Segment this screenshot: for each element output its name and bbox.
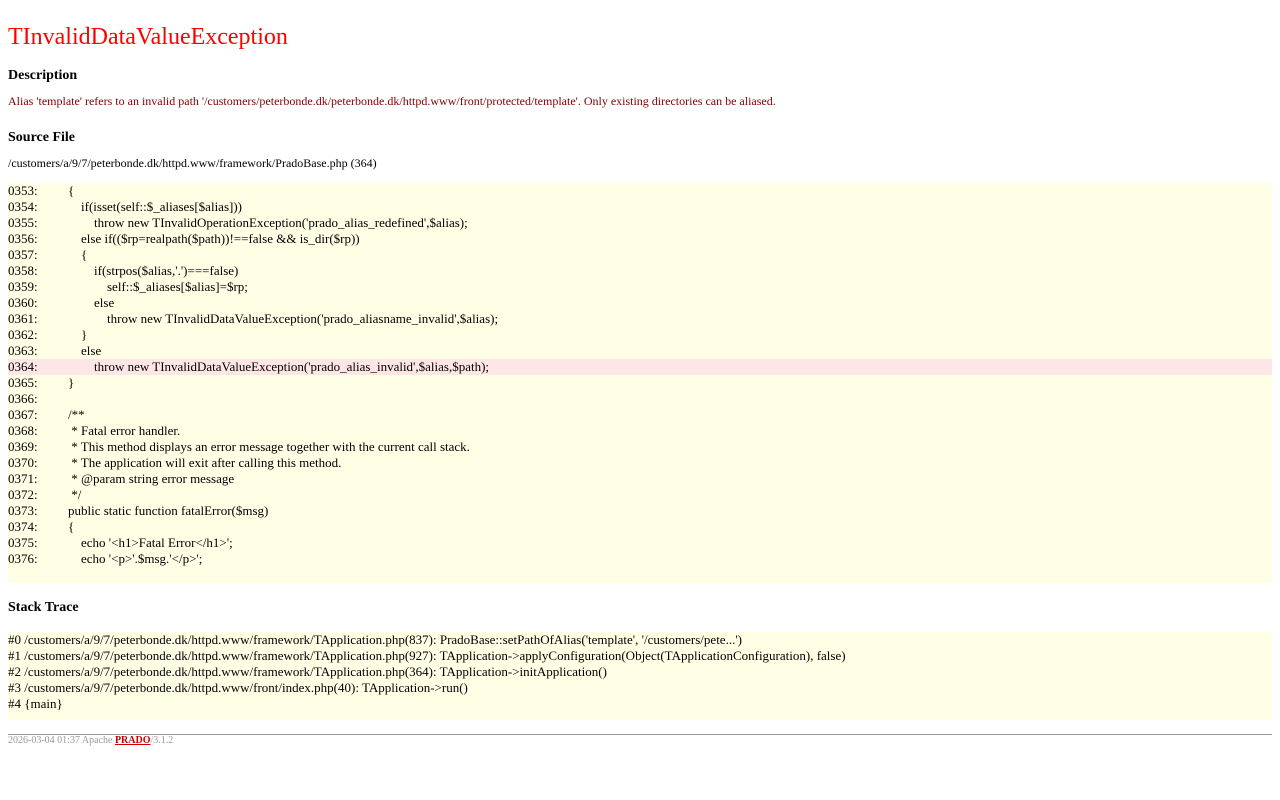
line-code: echo '<p>'.$msg.'</p>'; xyxy=(55,551,203,566)
source-line xyxy=(8,519,1272,535)
line-number: 0359: xyxy=(8,279,38,294)
line-number: 0354: xyxy=(8,199,38,214)
source-line-error xyxy=(8,359,1272,375)
source-line xyxy=(8,215,1272,231)
source-line xyxy=(8,439,1272,455)
line-code: public static function fatalError($msg) xyxy=(55,503,269,518)
line-number: 0363: xyxy=(8,343,38,358)
line-code: echo '<h1>Fatal Error</h1>'; xyxy=(55,535,233,550)
exception-title: TInvalidDataValueException xyxy=(8,24,288,50)
line-code: * The application will exit after calling this method. xyxy=(55,455,342,470)
line-code: throw new TInvalidDataValueException('prado_alias_invalid',$alias,$path); xyxy=(55,359,490,374)
line-number: 0366: xyxy=(8,391,38,406)
source-file-heading: Source File xyxy=(8,130,76,145)
stack-trace-line: #1 /customers/a/9/7/peterbonde.dk/httpd.www/framework/TApplication.php(927): TApplication->applyConfiguration(Object(TApplicationConfiguration), false) xyxy=(8,648,846,663)
line-number: 0358: xyxy=(8,263,38,278)
line-code: if(strpos($alias,'.')===false) xyxy=(55,263,239,278)
footer-version: /3.1.2 xyxy=(150,735,174,746)
line-code: * Fatal error handler. xyxy=(55,423,181,438)
line-code: else xyxy=(55,295,115,310)
line-number: 0360: xyxy=(8,295,38,310)
source-line xyxy=(8,423,1272,439)
line-number: 0361: xyxy=(8,311,38,326)
prado-link[interactable]: PRADO xyxy=(114,735,151,746)
source-line xyxy=(8,199,1272,215)
footer xyxy=(8,734,1272,747)
source-line xyxy=(8,391,1272,407)
line-number: 0371: xyxy=(8,471,38,486)
line-code: if(isset(self::$_aliases[$alias])) xyxy=(55,199,242,214)
stack-trace-heading: Stack Trace xyxy=(8,600,79,615)
line-number: 0356: xyxy=(8,231,38,246)
line-code: } xyxy=(55,375,75,390)
stack-trace-line: #2 /customers/a/9/7/peterbonde.dk/httpd.www/framework/TApplication.php(364): TApplication->initApplication() xyxy=(8,664,607,679)
line-code: { xyxy=(55,519,75,534)
line-number: 0364: xyxy=(8,359,38,374)
source-line xyxy=(8,279,1272,295)
line-code: else if(($rp=realpath($path))!==false && is_dir($rp)) xyxy=(55,231,360,246)
stack-trace-line: #3 /customers/a/9/7/peterbonde.dk/httpd.www/front/index.php(40): TApplication->run() xyxy=(8,680,468,695)
source-line xyxy=(8,343,1272,359)
line-code: } xyxy=(55,327,88,342)
source-line xyxy=(8,375,1272,391)
stack-trace-line: #4 {main} xyxy=(8,696,63,711)
source-line xyxy=(8,311,1272,327)
line-code: self::$_aliases[$alias]=$rp; xyxy=(55,279,248,294)
line-number: 0357: xyxy=(8,247,38,262)
line-number: 0370: xyxy=(8,455,38,470)
line-code: { xyxy=(55,247,88,262)
stack-trace-line: #0 /customers/a/9/7/peterbonde.dk/httpd.www/framework/TApplication.php(837): PradoBase::setPathOfAlias('template', '/customers/pete...') xyxy=(8,632,742,647)
source-line xyxy=(8,327,1272,343)
line-number: 0375: xyxy=(8,535,38,550)
source-line xyxy=(8,247,1272,263)
source-line xyxy=(8,535,1272,551)
line-code: { xyxy=(55,183,75,198)
line-number: 0374: xyxy=(8,519,38,534)
error-message: Alias 'template' refers to an invalid path '/customers/peterbonde.dk/peterbonde.dk/httpd.www/front/protected/template'. Only existing directories can be aliased. xyxy=(8,94,776,108)
line-number: 0367: xyxy=(8,407,38,422)
source-file-path: /customers/a/9/7/peterbonde.dk/httpd.www/framework/PradoBase.php (364) xyxy=(8,156,377,170)
source-code-block xyxy=(8,183,1272,583)
source-line xyxy=(8,455,1272,471)
source-line xyxy=(8,263,1272,279)
source-line xyxy=(8,231,1272,247)
line-number: 0373: xyxy=(8,503,38,518)
source-line xyxy=(8,487,1272,503)
line-code: /** xyxy=(55,407,85,422)
line-number: 0362: xyxy=(8,327,38,342)
source-line xyxy=(8,407,1272,423)
line-code: * @param string error message xyxy=(55,471,235,486)
line-number: 0365: xyxy=(8,375,38,390)
source-line xyxy=(8,183,1272,199)
line-number: 0353: xyxy=(8,183,38,198)
line-number: 0376: xyxy=(8,551,38,566)
footer-timestamp-server: 2026-03-04 01:37 Apache xyxy=(8,735,115,746)
line-number: 0369: xyxy=(8,439,38,454)
source-line xyxy=(8,551,1272,567)
line-code: throw new TInvalidOperationException('prado_alias_redefined',$alias); xyxy=(55,215,468,230)
line-code: * This method displays an error message together with the current call stack. xyxy=(55,439,470,454)
source-line xyxy=(8,503,1272,519)
line-code: */ xyxy=(55,487,82,502)
source-line xyxy=(8,295,1272,311)
line-code: throw new TInvalidDataValueException('prado_aliasname_invalid',$alias); xyxy=(55,311,499,326)
line-number: 0355: xyxy=(8,215,38,230)
line-number: 0368: xyxy=(8,423,38,438)
stack-trace-block xyxy=(8,632,1272,720)
source-line xyxy=(8,471,1272,487)
line-number: 0372: xyxy=(8,487,38,502)
line-code: else xyxy=(55,343,102,358)
description-heading: Description xyxy=(8,68,78,83)
